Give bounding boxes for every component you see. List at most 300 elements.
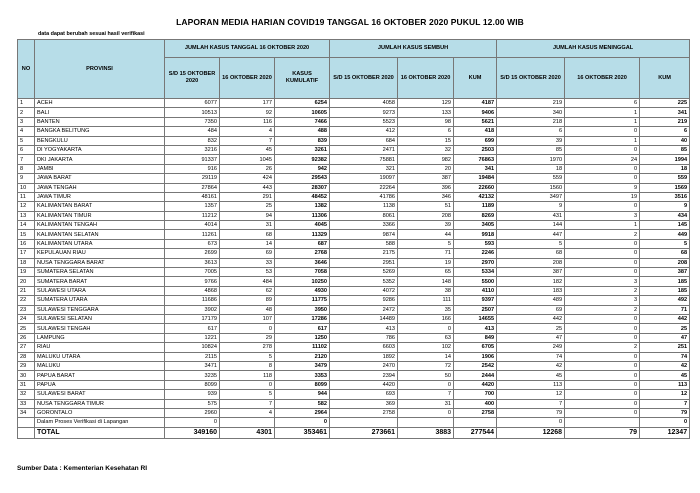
cell-kasus-kumulatif: 48452	[275, 192, 330, 201]
header-kasus-sd: S/D 15 OKTOBER 2020	[165, 58, 220, 99]
cell-meninggal-kum: 7	[640, 399, 690, 408]
cell-kasus-16: 443	[220, 183, 275, 192]
cell-sembuh-sd: 75881	[330, 155, 398, 164]
cell-kasus-sd: 916	[165, 164, 220, 173]
cell-kasus-sd: 349160	[165, 427, 220, 438]
cell-kasus-16: 1045	[220, 155, 275, 164]
cell-sembuh-kum: 6705	[454, 343, 497, 352]
cell-meninggal-16: 0	[565, 239, 640, 248]
cell-sembuh-kum: 19484	[454, 174, 497, 183]
cell-provinsi: NUSA TENGGARA TIMUR	[35, 399, 165, 408]
cell-sembuh-sd: 6603	[330, 343, 398, 352]
cell-no: 28	[18, 352, 35, 361]
cell-sembuh-16: 0	[398, 324, 454, 333]
cell-sembuh-kum: 9397	[454, 296, 497, 305]
cell-meninggal-16: 1	[565, 221, 640, 230]
cell-meninggal-16: 24	[565, 155, 640, 164]
cell-meninggal-sd: 1970	[497, 155, 565, 164]
cell-kasus-16: 116	[220, 117, 275, 126]
cell-meninggal-16: 2	[565, 230, 640, 239]
cell-provinsi: KALIMANTAN UTARA	[35, 239, 165, 248]
cell-kasus-16: 5	[220, 390, 275, 399]
cell-sembuh-kum: 341	[454, 164, 497, 173]
cell-kasus-16: 29	[220, 333, 275, 342]
header-sembuh-16: 16 OKTOBER 2020	[398, 58, 454, 99]
cell-kasus-kumulatif: 7058	[275, 268, 330, 277]
cell-no: 6	[18, 145, 35, 154]
cell-provinsi: JAMBI	[35, 164, 165, 173]
cell-sembuh-kum: 2542	[454, 361, 497, 370]
cell-meninggal-sd: 85	[497, 145, 565, 154]
cell-sembuh-16: 39	[398, 221, 454, 230]
cell-meninggal-kum: 251	[640, 343, 690, 352]
cell-no: 5	[18, 136, 35, 145]
cell-kasus-16: 92	[220, 108, 275, 117]
cell-kasus-16: 7	[220, 136, 275, 145]
cell-kasus-sd: 4868	[165, 286, 220, 295]
cell-sembuh-sd: 4072	[330, 286, 398, 295]
cell-sembuh-16: 65	[398, 268, 454, 277]
cell-sembuh-kum: 699	[454, 136, 497, 145]
cell-kasus-sd: 3471	[165, 361, 220, 370]
cell-sembuh-kum: 849	[454, 333, 497, 342]
cell-no: 4	[18, 127, 35, 136]
cell-provinsi: BANTEN	[35, 117, 165, 126]
cell-kasus-kumulatif: 10250	[275, 277, 330, 286]
cell-sembuh-16: 98	[398, 117, 454, 126]
cell-no: 27	[18, 343, 35, 352]
cell-meninggal-sd: 5	[497, 239, 565, 248]
cell-provinsi: MALUKU	[35, 361, 165, 370]
cell-meninggal-sd: 442	[497, 314, 565, 323]
cell-meninggal-kum: 25	[640, 324, 690, 333]
cell-sembuh-kum: 4420	[454, 380, 497, 389]
table-row	[18, 211, 690, 220]
cell-meninggal-16: 0	[565, 164, 640, 173]
cell-no: 1	[18, 99, 35, 108]
header-no: NO	[18, 40, 35, 99]
table-row	[18, 343, 690, 352]
cell-sembuh-kum: 413	[454, 324, 497, 333]
cell-kasus-16: 4	[220, 408, 275, 417]
cell-sembuh-sd: 9286	[330, 296, 398, 305]
cell-kasus-16: 5	[220, 352, 275, 361]
cell-kasus-kumulatif: 4930	[275, 286, 330, 295]
cell-kasus-16: 26	[220, 164, 275, 173]
cell-provinsi: GORONTALO	[35, 408, 165, 417]
cell-sembuh-kum: 4187	[454, 99, 497, 108]
cell-sembuh-sd: 273661	[330, 427, 398, 438]
cell-kasus-kumulatif: 8099	[275, 380, 330, 389]
cell-kasus-16: 4301	[220, 427, 275, 438]
cell-meninggal-16: 0	[565, 399, 640, 408]
cell-kasus-sd: 1357	[165, 202, 220, 211]
cell-sembuh-kum: 4110	[454, 286, 497, 295]
cell-provinsi: KALIMANTAN TIMUR	[35, 211, 165, 220]
report-title: LAPORAN MEDIA HARIAN COVID19 TANGGAL 16 OKTOBER 2020 PUKUL 12.00 WIB	[176, 17, 524, 27]
table-row	[18, 408, 690, 417]
cell-kasus-16: 278	[220, 343, 275, 352]
cell-sembuh-sd: 22264	[330, 183, 398, 192]
cell-sembuh-sd: 5269	[330, 268, 398, 277]
cell-kasus-sd: 2699	[165, 249, 220, 258]
cell-kasus-16: 94	[220, 211, 275, 220]
cell-kasus-16: 0	[220, 380, 275, 389]
table-row	[18, 361, 690, 370]
header-kasus-kumulatif: KASUS KUMULATIF	[275, 58, 330, 99]
cell-meninggal-kum: 9	[640, 202, 690, 211]
cell-no: 3	[18, 117, 35, 126]
cell-no: 33	[18, 399, 35, 408]
cell-kasus-sd: 7350	[165, 117, 220, 126]
cell-sembuh-sd: 4058	[330, 99, 398, 108]
table-row	[18, 371, 690, 380]
cell-meninggal-16: 1	[565, 108, 640, 117]
cell-meninggal-kum: 0	[640, 418, 690, 427]
cell-provinsi: KALIMANTAN BARAT	[35, 202, 165, 211]
cell-meninggal-16: 0	[565, 127, 640, 136]
cell-meninggal-16: 0	[565, 249, 640, 258]
cell-meninggal-16: 0	[565, 333, 640, 342]
table-row	[18, 155, 690, 164]
cell-sembuh-16: 15	[398, 136, 454, 145]
cell-sembuh-16: 72	[398, 361, 454, 370]
cell-sembuh-kum: 9918	[454, 230, 497, 239]
cell-sembuh-sd: 1138	[330, 202, 398, 211]
cell-provinsi: KALIMANTAN TENGAH	[35, 221, 165, 230]
cell-no: 29	[18, 361, 35, 370]
cell-kasus-16: 45	[220, 145, 275, 154]
table-row	[18, 145, 690, 154]
cell-sembuh-sd: 2394	[330, 371, 398, 380]
table-row	[18, 164, 690, 173]
cell-sembuh-kum: 400	[454, 399, 497, 408]
cell-meninggal-16: 9	[565, 183, 640, 192]
cell-kasus-16: 62	[220, 286, 275, 295]
cell-kasus-sd: 6077	[165, 99, 220, 108]
cell-meninggal-sd: 113	[497, 380, 565, 389]
cell-kasus-kumulatif: 617	[275, 324, 330, 333]
cell-meninggal-kum: 492	[640, 296, 690, 305]
cell-meninggal-kum: 5	[640, 239, 690, 248]
cell-no: 26	[18, 333, 35, 342]
cell-no: 12	[18, 202, 35, 211]
cell-provinsi: Dalam Proses Verifikasi di Lapangan	[35, 418, 165, 427]
cell-kasus-kumulatif: 3950	[275, 305, 330, 314]
cell-meninggal-kum: 225	[640, 99, 690, 108]
cell-sembuh-kum: 2970	[454, 258, 497, 267]
table-body	[18, 99, 690, 439]
cell-provinsi: PAPUA	[35, 380, 165, 389]
cell-meninggal-kum: 434	[640, 211, 690, 220]
cell-sembuh-16: 38	[398, 286, 454, 295]
cell-kasus-kumulatif: 11329	[275, 230, 330, 239]
cell-meninggal-16: 0	[565, 371, 640, 380]
cell-sembuh-sd: 684	[330, 136, 398, 145]
header-provinsi: PROVINSI	[35, 40, 165, 99]
cell-meninggal-kum: 85	[640, 145, 690, 154]
cell-sembuh-16: 148	[398, 277, 454, 286]
cell-meninggal-sd: 431	[497, 211, 565, 220]
total-row	[18, 427, 690, 438]
cell-meninggal-16: 2	[565, 286, 640, 295]
table-row	[18, 324, 690, 333]
table-row	[18, 380, 690, 389]
cell-meninggal-16: 79	[565, 427, 640, 438]
cell-provinsi: SUMATERA UTARA	[35, 296, 165, 305]
cell-kasus-kumulatif: 0	[275, 418, 330, 427]
cell-kasus-16: 48	[220, 305, 275, 314]
cell-kasus-16: 33	[220, 258, 275, 267]
cell-meninggal-kum: 341	[640, 108, 690, 117]
cell-sembuh-sd: 4420	[330, 380, 398, 389]
cell-no: 2	[18, 108, 35, 117]
cell-kasus-16: 31	[220, 221, 275, 230]
cell-kasus-kumulatif: 582	[275, 399, 330, 408]
cell-kasus-sd: 3613	[165, 258, 220, 267]
cell-sembuh-sd: 321	[330, 164, 398, 173]
cell-sembuh-sd: 5352	[330, 277, 398, 286]
cell-no	[18, 427, 35, 438]
header-sembuh-sd: S/D 15 OKTOBER 2020	[330, 58, 398, 99]
cell-sembuh-16: 982	[398, 155, 454, 164]
cell-meninggal-16: 1	[565, 117, 640, 126]
cell-meninggal-kum: 6	[640, 127, 690, 136]
cell-meninggal-sd: 0	[497, 418, 565, 427]
cell-sembuh-sd: 8061	[330, 211, 398, 220]
cell-kasus-16: 68	[220, 230, 275, 239]
table-row	[18, 314, 690, 323]
cell-meninggal-kum: 79	[640, 408, 690, 417]
cell-kasus-16: 14	[220, 239, 275, 248]
cell-sembuh-16	[398, 418, 454, 427]
cell-provinsi: TOTAL	[35, 427, 165, 438]
cell-no: 9	[18, 174, 35, 183]
cell-sembuh-16: 7	[398, 390, 454, 399]
cell-sembuh-sd: 2951	[330, 258, 398, 267]
cell-kasus-16: 4	[220, 127, 275, 136]
cell-kasus-kumulatif: 3261	[275, 145, 330, 154]
cell-sembuh-sd: 9874	[330, 230, 398, 239]
cell-meninggal-sd: 218	[497, 117, 565, 126]
cell-kasus-kumulatif: 17286	[275, 314, 330, 323]
header-meninggal-kum: KUM	[640, 58, 690, 99]
cell-kasus-sd: 48161	[165, 192, 220, 201]
cell-kasus-sd: 1221	[165, 333, 220, 342]
cell-kasus-kumulatif: 1382	[275, 202, 330, 211]
cell-no: 13	[18, 211, 35, 220]
cell-kasus-sd: 832	[165, 136, 220, 145]
cell-meninggal-sd: 9	[497, 202, 565, 211]
table-row	[18, 399, 690, 408]
cell-meninggal-kum: 113	[640, 380, 690, 389]
cell-kasus-kumulatif: 3646	[275, 258, 330, 267]
cell-kasus-kumulatif: 29543	[275, 174, 330, 183]
cell-kasus-16: 25	[220, 202, 275, 211]
table-row	[18, 192, 690, 201]
cell-provinsi: JAWA TENGAH	[35, 183, 165, 192]
cell-no: 21	[18, 286, 35, 295]
cell-sembuh-sd: 9273	[330, 108, 398, 117]
cell-sembuh-kum: 8269	[454, 211, 497, 220]
cell-kasus-sd: 939	[165, 390, 220, 399]
cell-sembuh-16: 129	[398, 99, 454, 108]
table-row	[18, 183, 690, 192]
cell-sembuh-kum: 2246	[454, 249, 497, 258]
cell-meninggal-kum: 47	[640, 333, 690, 342]
header-group-meninggal: JUMLAH KASUS MENINGGAL	[497, 40, 690, 58]
cell-sembuh-sd: 1892	[330, 352, 398, 361]
cell-sembuh-kum: 1906	[454, 352, 497, 361]
cell-sembuh-kum: 14655	[454, 314, 497, 323]
cell-sembuh-sd: 2472	[330, 305, 398, 314]
cell-provinsi: PAPUA BARAT	[35, 371, 165, 380]
cell-sembuh-kum: 418	[454, 127, 497, 136]
cell-meninggal-sd: 47	[497, 333, 565, 342]
cell-meninggal-kum: 208	[640, 258, 690, 267]
header-group-kasus: JUMLAH KASUS TANGGAL 16 OKTOBER 2020	[165, 40, 330, 58]
cell-meninggal-kum: 442	[640, 314, 690, 323]
cell-meninggal-sd: 12268	[497, 427, 565, 438]
cell-meninggal-16: 0	[565, 202, 640, 211]
cell-sembuh-16: 0	[398, 380, 454, 389]
cell-meninggal-16: 3	[565, 296, 640, 305]
cell-meninggal-sd: 6	[497, 127, 565, 136]
cell-provinsi: SULAWESI TENGGARA	[35, 305, 165, 314]
cell-kasus-sd: 11686	[165, 296, 220, 305]
cell-meninggal-kum: 185	[640, 286, 690, 295]
cell-meninggal-sd: 25	[497, 324, 565, 333]
cell-meninggal-kum: 559	[640, 174, 690, 183]
cell-kasus-kumulatif: 7466	[275, 117, 330, 126]
table-row	[18, 239, 690, 248]
cell-meninggal-16: 0	[565, 268, 640, 277]
cell-kasus-16: 0	[220, 324, 275, 333]
cell-sembuh-sd: 2471	[330, 145, 398, 154]
cell-kasus-sd: 7005	[165, 268, 220, 277]
cell-meninggal-kum: 145	[640, 221, 690, 230]
cell-provinsi: SULAWESI BARAT	[35, 390, 165, 399]
cell-sembuh-sd: 41786	[330, 192, 398, 201]
cell-provinsi: LAMPUNG	[35, 333, 165, 342]
cell-meninggal-sd: 42	[497, 361, 565, 370]
cell-kasus-sd: 9766	[165, 277, 220, 286]
cell-meninggal-kum: 387	[640, 268, 690, 277]
cell-kasus-16: 69	[220, 249, 275, 258]
cell-sembuh-kum: 700	[454, 390, 497, 399]
cell-kasus-sd: 91337	[165, 155, 220, 164]
cell-meninggal-16: 3	[565, 211, 640, 220]
cell-provinsi: BANGKA BELITUNG	[35, 127, 165, 136]
cell-provinsi: SULAWESI SELATAN	[35, 314, 165, 323]
cell-no: 25	[18, 324, 35, 333]
cell-meninggal-sd: 3497	[497, 192, 565, 201]
cell-no: 8	[18, 164, 35, 173]
cell-sembuh-sd: 2758	[330, 408, 398, 417]
header-group-sembuh: JUMLAH KASUS SEMBUH	[330, 40, 497, 58]
verification-note: data dapat berubah sesuai hasil verifikasi	[38, 31, 145, 37]
cell-provinsi: JAWA TIMUR	[35, 192, 165, 201]
cell-no: 11	[18, 192, 35, 201]
cell-meninggal-kum: 40	[640, 136, 690, 145]
cell-meninggal-16: 0	[565, 314, 640, 323]
cell-meninggal-sd: 387	[497, 268, 565, 277]
cell-meninggal-16: 0	[565, 390, 640, 399]
cell-kasus-sd: 10513	[165, 108, 220, 117]
cell-meninggal-16: 19	[565, 192, 640, 201]
cell-sembuh-sd: 3366	[330, 221, 398, 230]
cell-provinsi: JAWA BARAT	[35, 174, 165, 183]
table-row	[18, 333, 690, 342]
table-row	[18, 352, 690, 361]
cell-kasus-kumulatif: 944	[275, 390, 330, 399]
cell-meninggal-sd: 559	[497, 174, 565, 183]
cell-meninggal-kum: 1569	[640, 183, 690, 192]
cell-meninggal-sd: 74	[497, 352, 565, 361]
cell-kasus-sd: 484	[165, 127, 220, 136]
cell-meninggal-sd: 1560	[497, 183, 565, 192]
cell-no: 18	[18, 258, 35, 267]
cell-kasus-kumulatif: 942	[275, 164, 330, 173]
cell-sembuh-sd: 14489	[330, 314, 398, 323]
cell-kasus-kumulatif: 10605	[275, 108, 330, 117]
cell-sembuh-16: 0	[398, 408, 454, 417]
cell-kasus-sd: 17179	[165, 314, 220, 323]
cell-kasus-sd: 3216	[165, 145, 220, 154]
cell-meninggal-16: 0	[565, 380, 640, 389]
cell-meninggal-kum: 42	[640, 361, 690, 370]
cell-no: 24	[18, 314, 35, 323]
cell-meninggal-16: 2	[565, 343, 640, 352]
cell-meninggal-sd: 68	[497, 249, 565, 258]
cell-kasus-kumulatif: 2768	[275, 249, 330, 258]
cell-kasus-sd: 4014	[165, 221, 220, 230]
cell-meninggal-sd: 489	[497, 296, 565, 305]
cell-no: 15	[18, 230, 35, 239]
table-row	[18, 136, 690, 145]
cell-meninggal-16	[565, 418, 640, 427]
cell-sembuh-sd: 2175	[330, 249, 398, 258]
cell-meninggal-sd: 45	[497, 371, 565, 380]
cell-provinsi: BENGKULU	[35, 136, 165, 145]
cell-sembuh-16: 166	[398, 314, 454, 323]
table-row	[18, 305, 690, 314]
cell-kasus-16: 8	[220, 361, 275, 370]
cell-sembuh-sd: 588	[330, 239, 398, 248]
cell-sembuh-16: 3883	[398, 427, 454, 438]
cell-meninggal-16: 3	[565, 277, 640, 286]
cell-provinsi: SUMATERA SELATAN	[35, 268, 165, 277]
table-row	[18, 174, 690, 183]
cell-no: 20	[18, 277, 35, 286]
cell-no: 16	[18, 239, 35, 248]
cell-kasus-sd: 10824	[165, 343, 220, 352]
cell-meninggal-kum: 68	[640, 249, 690, 258]
cell-provinsi: DKI JAKARTA	[35, 155, 165, 164]
cell-kasus-sd: 2960	[165, 408, 220, 417]
cell-kasus-16: 424	[220, 174, 275, 183]
cell-kasus-sd: 575	[165, 399, 220, 408]
cell-sembuh-kum: 2444	[454, 371, 497, 380]
cell-meninggal-sd: 249	[497, 343, 565, 352]
table-row	[18, 202, 690, 211]
cell-kasus-16: 53	[220, 268, 275, 277]
cell-sembuh-kum: 2507	[454, 305, 497, 314]
covid-report-table	[17, 39, 690, 439]
cell-meninggal-16: 6	[565, 99, 640, 108]
cell-no: 19	[18, 268, 35, 277]
cell-kasus-kumulatif: 11102	[275, 343, 330, 352]
